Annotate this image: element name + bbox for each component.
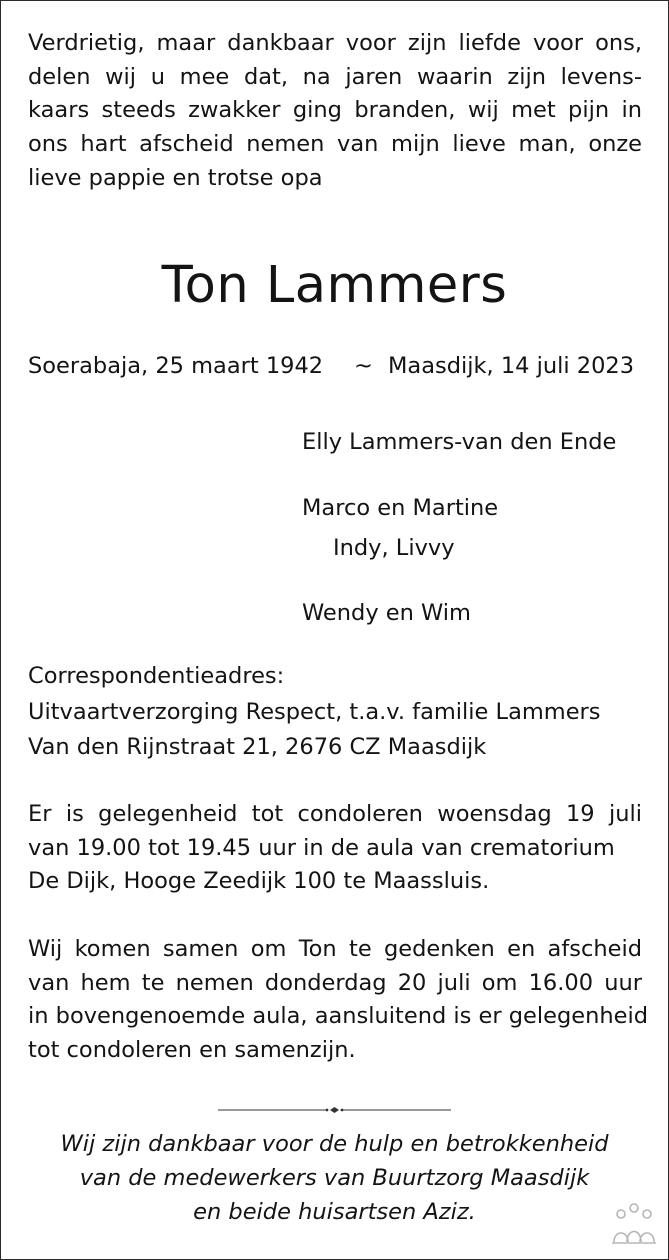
grandchildren-names: Indy, Livvy: [333, 535, 455, 561]
address-heading: Correspondentieadres:: [28, 663, 285, 689]
condolence-line: De Dijk, Hooge Zeedijk 100 te Maassluis.: [28, 868, 490, 895]
ceremony-line: Wij komen samen om Ton te gedenken en afscheid: [28, 936, 642, 962]
intro-paragraph: [28, 27, 642, 196]
spouse-name: Elly Lammers-van den Ende: [302, 429, 617, 455]
deceased-name: Ton Lammers: [161, 256, 508, 315]
child-names-2: Wendy en Wim: [302, 600, 471, 626]
thanks-line: van de medewerkers van Buurtzorg Maasdijk: [79, 1164, 590, 1191]
ceremony-line: van hem te nemen donderdag 20 juli om 16.00 uur: [28, 969, 642, 996]
date-separator: ~: [354, 353, 373, 379]
condolence-paragraph: [28, 798, 642, 899]
ceremony-line: in bovengenoemde aula, aansluitend is er gelegenheid: [28, 1003, 649, 1030]
ceremony-paragraph: [28, 933, 649, 1068]
address-line-1: Uitvaartverzorging Respect, t.a.v. familie Lammers: [28, 699, 601, 725]
thanks-line: en beide huisartsen Aziz.: [193, 1198, 476, 1225]
condolence-line: Er is gelegenheid tot condoleren woensdag 19 juli: [28, 801, 642, 827]
thanks-paragraph: [0, 1128, 669, 1229]
intro-line: ons hart afscheid nemen van mijn lieve man, onze: [28, 131, 642, 158]
intro-line: kaars steeds zwakker ging branden, wij met pijn in: [28, 97, 642, 124]
death-info: Maasdijk, 14 juli 2023: [388, 353, 635, 379]
address-line-2: Van den Rijnstraat 21, 2676 CZ Maasdijk: [28, 734, 487, 760]
birth-info: Soerabaja, 25 maart 1942: [28, 353, 324, 379]
ornamental-divider-icon: [218, 1104, 451, 1116]
condolence-line: van 19.00 tot 19.45 uur in de aula van crematorium: [28, 834, 615, 861]
intro-line: Verdrietig, maar dankbaar voor zijn liefde voor ons,: [28, 30, 642, 56]
child-names-1: Marco en Martine: [302, 495, 499, 521]
people-group-logo-icon: [610, 1202, 658, 1246]
intro-line: delen wij u mee dat, na jaren waarin zijn levens-: [28, 63, 642, 90]
ceremony-line: tot condoleren en samenzijn.: [28, 1037, 356, 1064]
thanks-line: Wij zijn dankbaar voor de hulp en betrokkenheid: [60, 1131, 609, 1157]
intro-line: lieve pappie en trotse opa: [28, 164, 323, 191]
